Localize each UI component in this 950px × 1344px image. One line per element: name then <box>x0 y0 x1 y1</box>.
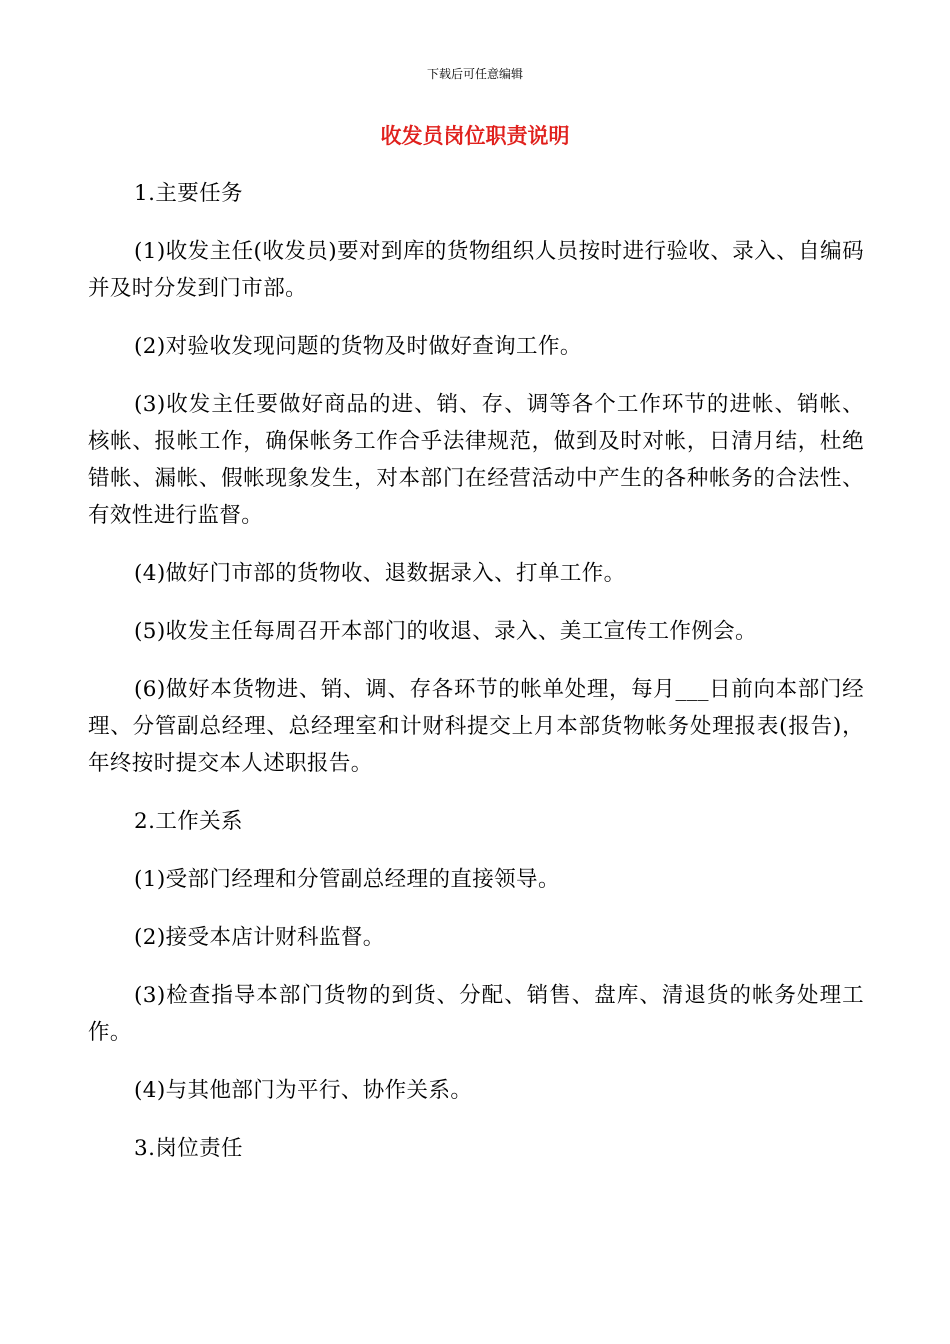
paragraph-task-3: (3)收发主任要做好商品的进、销、存、调等各个工作环节的进帐、销帐、核帐、报帐工作，确保帐务工作合乎法律规范，做到及时对帐，日清月结，杜绝错帐、漏帐、假帐现象发生，对本部门在经营活动中产生的各种帐务的合法性、有效性进行监督。 <box>88 392 864 528</box>
paragraph-relation-4: (4)与其他部门为平行、协作关系。 <box>134 1078 473 1103</box>
section-heading-main-tasks: 1.主要任务 <box>134 181 243 206</box>
paragraph-task-1: (1)收发主任(收发员)要对到库的货物组织人员按时进行验收、录入、自编码并及时分发到门市部。 <box>88 239 864 301</box>
paragraph-relation-3: (3)检查指导本部门货物的到货、分配、销售、盘库、清退货的帐务处理工作。 <box>88 983 864 1045</box>
paragraph-relation-1: (1)受部门经理和分管副总经理的直接领导。 <box>134 867 560 892</box>
paragraph-task-6: (6)做好本货物进、销、调、存各环节的帐单处理，每月___日前向本部门经理、分管副总经理、总经理室和计财科提交上月本部货物帐务处理报表(报告)，年终按时提交本人述职报告。 <box>88 677 864 776</box>
paragraph-relation-2: (2)接受本店计财科监督。 <box>134 925 385 950</box>
paragraph-task-5: (5)收发主任每周召开本部门的收退、录入、美工宣传工作例会。 <box>134 619 757 644</box>
document-title: 收发员岗位职责说明 <box>380 124 570 148</box>
section-heading-work-relations: 2.工作关系 <box>134 809 243 834</box>
paragraph-task-4: (4)做好门市部的货物收、退数据录入、打单工作。 <box>134 561 626 586</box>
header-note: 下载后可任意编辑 <box>426 67 523 81</box>
paragraph-task-2: (2)对验收发现问题的货物及时做好查询工作。 <box>134 334 582 359</box>
section-heading-responsibility: 3.岗位责任 <box>134 1136 243 1161</box>
document-body <box>88 175 864 1188</box>
